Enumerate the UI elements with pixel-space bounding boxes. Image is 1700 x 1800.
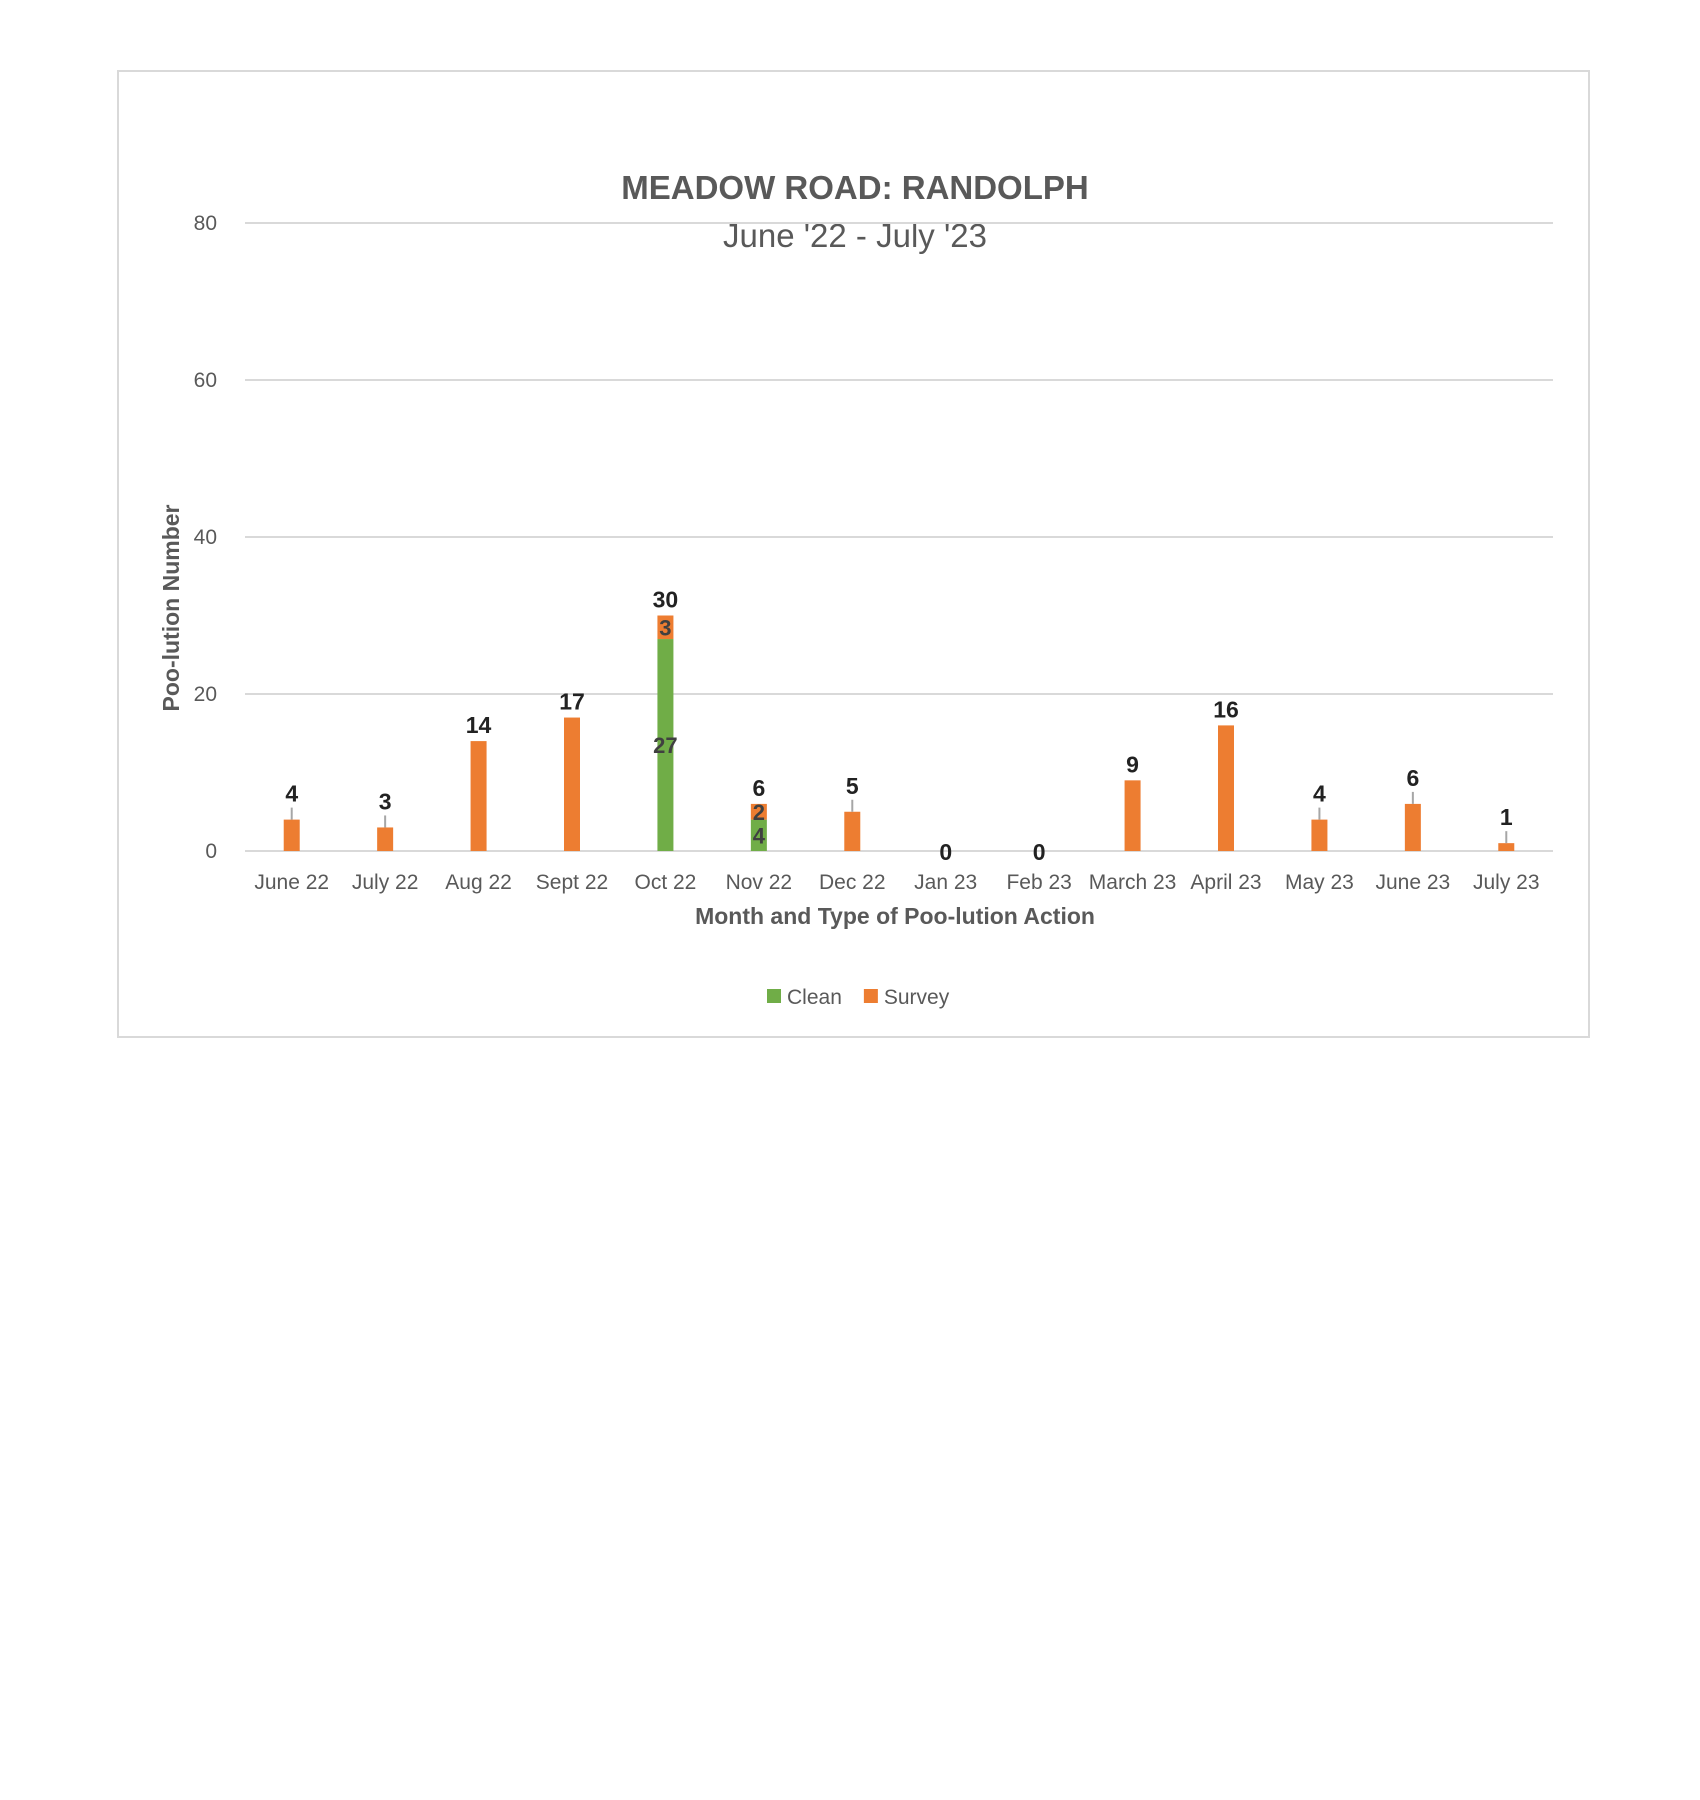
total-label: 1 [1499,804,1513,831]
y-tick-label: 60 [193,369,217,392]
y-tick-label: 40 [193,526,217,549]
segment-label: 2 [752,799,765,825]
bar-survey [1311,820,1327,851]
x-tick-label: Dec 22 [819,871,886,894]
segment-label: 3 [659,615,672,641]
legend [767,986,950,1009]
x-tick-label: June 22 [254,871,330,894]
bar-survey [1498,843,1514,851]
x-axis-title: Month and Type of Poo-lution Action [695,903,1095,929]
total-label: 4 [285,780,299,807]
legend-label-clean: Clean [787,986,842,1009]
legend-swatch-survey [864,989,878,1003]
y-axis-ticks [194,212,217,863]
bar-survey [564,718,580,851]
y-tick-label: 80 [193,212,217,235]
x-tick-label: May 23 [1284,871,1354,894]
total-label: 16 [1213,696,1239,723]
total-label: 9 [1126,751,1139,778]
x-tick-label: Sept 22 [535,871,609,894]
chart-container [117,70,1590,1038]
data-labels [285,587,1513,866]
total-label: 6 [752,774,766,801]
total-label: 6 [1406,764,1420,791]
x-tick-label: July 23 [1473,871,1540,894]
x-tick-label: Jan 23 [914,871,978,894]
x-tick-label: Aug 22 [445,871,512,894]
y-tick-label: 20 [193,683,217,706]
bar-survey [1125,780,1141,851]
segment-label: 4 [752,823,765,849]
x-tick-label: June 23 [1375,871,1451,894]
total-label: 5 [845,772,859,799]
legend-label-survey: Survey [883,986,950,1009]
bar-survey [1405,804,1421,851]
x-tick-label: Oct 22 [634,871,697,894]
x-axis-ticks [254,871,1539,894]
gridlines [245,223,1553,851]
x-tick-label: April 23 [1190,871,1262,894]
total-label: 4 [1313,780,1326,807]
x-tick-label: July 22 [351,871,419,894]
total-label: 17 [559,688,585,715]
total-label: 3 [378,788,392,815]
bar-survey [844,812,860,851]
bar-survey [284,820,300,851]
x-tick-label: March 23 [1088,871,1177,894]
total-label: 30 [652,586,679,613]
total-label: 0 [1032,839,1046,865]
legend-swatch-clean [767,989,781,1003]
total-label: 0 [939,839,953,865]
total-label: 14 [465,712,492,739]
bar-chart [119,72,1592,1040]
bar-survey [1218,725,1234,851]
segment-label: 27 [653,733,678,759]
y-tick-label: 0 [205,840,217,863]
chart-title: MEADOW ROAD: RANDOLPH [621,169,1089,206]
chart-subtitle: June '22 - July '23 [723,217,987,254]
bar-survey [471,741,487,851]
y-axis-title: Poo-lution Number [158,504,184,712]
x-tick-label: Feb 23 [1006,871,1072,894]
bar-survey [377,827,393,851]
x-tick-label: Nov 22 [725,871,793,894]
